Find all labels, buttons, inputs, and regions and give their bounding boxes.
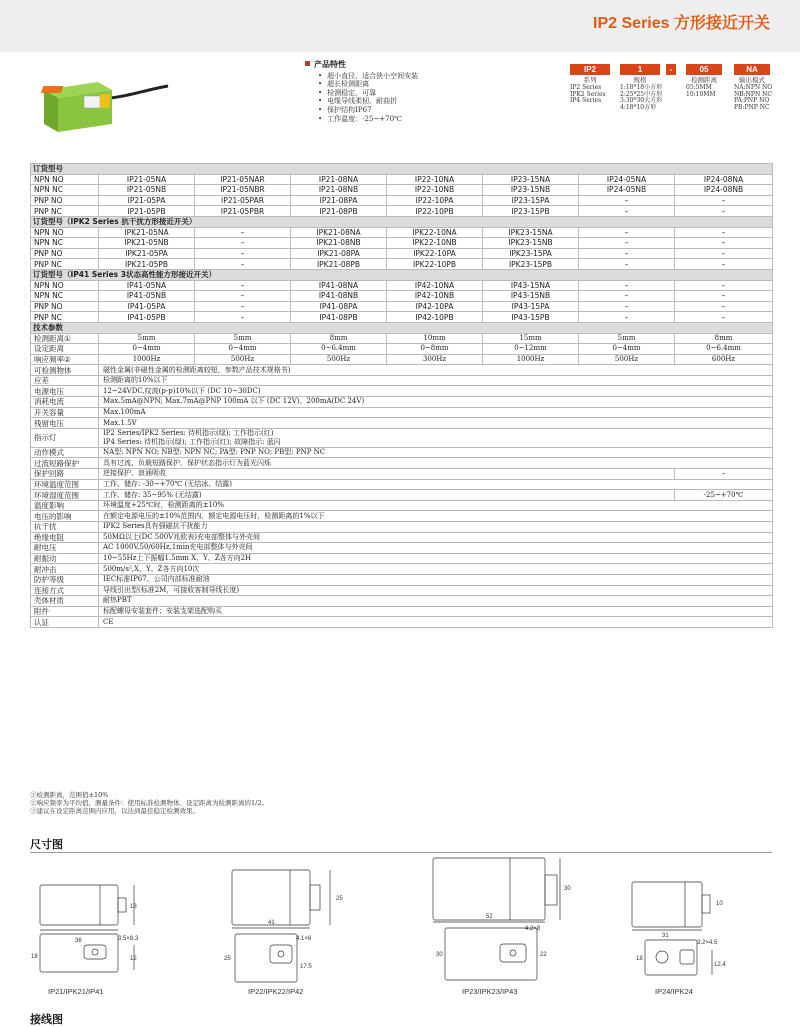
spec-desc: 工作、储存: -30~+70℃ (无结冰、结露)	[99, 479, 773, 490]
row-label: PNP NC	[31, 312, 99, 323]
model-cell: IPK21-08NB	[291, 238, 387, 249]
code-pill: -	[666, 64, 676, 75]
model-cell: IP41-08PB	[291, 312, 387, 323]
row-label: 环境湿度范围	[31, 490, 99, 501]
spec-desc: 导线引出型(标准2M，可接收客制导线长度)	[99, 585, 773, 596]
spec-desc: 标配螺母安装套件；安装支架选配购买	[99, 606, 773, 617]
indicator-line: IP2 Series/IPK2 Series: 待机指示(绿); 工作指示(红)	[103, 428, 274, 437]
value-cell: 0~12mm	[483, 344, 579, 355]
dim-label: 10	[716, 901, 723, 907]
code-caption-head: 系列	[583, 76, 597, 84]
value-cell: 10mm	[387, 333, 483, 344]
model-cell: IPK23-15PA	[483, 248, 579, 259]
row-label: 电压的影响	[31, 511, 99, 522]
section-row	[31, 269, 773, 280]
row-label: 环境温度范围	[31, 479, 99, 490]
row-label: 应差	[31, 375, 99, 386]
row-label: PNP NC	[31, 206, 99, 217]
model-cell: –	[579, 195, 675, 206]
table-row	[31, 227, 773, 238]
table-row	[31, 354, 773, 365]
spec-desc: 耐热PBT	[99, 596, 773, 607]
drawing-caption: IP21/IPK21/IP41	[48, 987, 104, 996]
value-cell: 15mm	[483, 333, 579, 344]
value-cell: 0~8mm	[387, 344, 483, 355]
dim-label: 17.5	[300, 964, 312, 970]
code-caption-line: 10:10MM	[686, 90, 716, 98]
model-cell: IPK23-15PB	[483, 259, 579, 270]
drawing-ip22	[232, 870, 330, 982]
spec-desc: IPK2 Series具有强磁抗干扰能力	[99, 522, 773, 533]
model-cell: IP21-08PB	[291, 206, 387, 217]
code-caption-line: PA:PNP NO	[734, 97, 770, 105]
code-caption-line: NB:NPN NC	[734, 90, 772, 98]
footnotes	[30, 792, 268, 815]
row-label: NPN NC	[31, 238, 99, 249]
spec-desc: Max.5mA@NPN; Max.7mA@PNP 100mA 以下 (DC 12V)、200mA(DC 24V)	[99, 397, 773, 408]
model-cell: IP21-05NBR	[195, 185, 291, 196]
spec-desc: 检测距离的10%以下	[99, 375, 773, 386]
table-row	[31, 301, 773, 312]
spec-desc: CE	[99, 617, 773, 628]
row-label: PNP NO	[31, 248, 99, 259]
model-cell: –	[579, 238, 675, 249]
row-label: 防护等级	[31, 574, 99, 585]
table-row	[31, 543, 773, 554]
spec-desc: AC 1000V,50/60Hz,1min充电部整体与外壳间	[99, 543, 773, 554]
dim-label: 30	[436, 952, 443, 958]
value-cell: 0~4mm	[579, 344, 675, 355]
table-row	[31, 248, 773, 259]
spec-desc: 逆接保护、浪涌吸收	[99, 469, 675, 480]
table-row	[31, 428, 773, 447]
model-cell: –	[579, 206, 675, 217]
section-title: 技术参数	[31, 322, 773, 333]
row-label: 残留电压	[31, 418, 99, 429]
value-cell: 5mm	[579, 333, 675, 344]
section-row	[31, 322, 773, 333]
model-cell: IP22-10NA	[387, 174, 483, 185]
model-cell: IP42-10PA	[387, 301, 483, 312]
code-distance	[686, 64, 722, 98]
model-cell: IP21-05PB	[99, 206, 195, 217]
table-row	[31, 606, 773, 617]
spec-extra: –	[675, 469, 773, 480]
model-cell: –	[195, 280, 291, 291]
dim-label: 18	[636, 956, 643, 962]
model-cell: –	[195, 312, 291, 323]
table-row	[31, 312, 773, 323]
dim-label: 12	[130, 956, 137, 962]
model-cell: IP41-05PA	[99, 301, 195, 312]
drawing-ip21	[40, 885, 134, 972]
page-title: IP2 Series 方形接近开关	[593, 15, 770, 32]
code-caption-line: PB:PNP NC	[734, 104, 770, 112]
dim-label: 36	[75, 938, 82, 944]
model-cell: –	[675, 206, 773, 217]
dim-label: 25	[336, 896, 343, 902]
section-title: 订货型号	[31, 164, 773, 175]
model-cell: IP41-08NA	[291, 280, 387, 291]
drawing-caption: IP23/IPK23/IP43	[462, 987, 518, 996]
code-pill: IP2	[570, 64, 610, 75]
row-label: 消耗电流	[31, 397, 99, 408]
table-row	[31, 553, 773, 564]
spec-desc	[99, 428, 773, 447]
table-row	[31, 344, 773, 355]
code-caption-line: IPK2 Series	[570, 90, 606, 98]
dim-label: 18	[31, 954, 38, 960]
model-cell: –	[579, 259, 675, 270]
table-row	[31, 259, 773, 270]
value-cell: 500Hz	[291, 354, 387, 365]
model-cell: –	[195, 238, 291, 249]
table-row	[31, 418, 773, 429]
table-row	[31, 479, 773, 490]
table-row	[31, 195, 773, 206]
model-cell: IP23-15NA	[483, 174, 579, 185]
model-cell: IP43-15NB	[483, 291, 579, 302]
code-series	[570, 64, 610, 105]
code-caption-line: NA:NPN NO	[734, 83, 773, 91]
row-label: 保护回路	[31, 469, 99, 480]
indicator-line: IP4 Series: 待机指示(绿); 工作指示(红); 故障指示: 蓝闪	[103, 437, 281, 446]
model-cell: IP43-15NA	[483, 280, 579, 291]
model-cell: IPK22-10PA	[387, 248, 483, 259]
row-label: 抗干扰	[31, 522, 99, 533]
model-cell: –	[579, 248, 675, 259]
code-caption-line: IP4 Series	[570, 97, 602, 105]
model-cell: IP21-08NA	[291, 174, 387, 185]
spec-desc: 工作、储存: 35~95% (无结露)	[99, 490, 675, 501]
model-cell: IP24-05NB	[579, 185, 675, 196]
model-cell: IP22-10PB	[387, 206, 483, 217]
value-cell: 8mm	[291, 333, 387, 344]
model-cell: IP21-05PBR	[195, 206, 291, 217]
table-row	[31, 500, 773, 511]
feature-item: • 超小直径，适合狭小空间安装	[318, 72, 418, 81]
model-cell: IP21-05PAR	[195, 195, 291, 206]
model-cell: –	[579, 301, 675, 312]
model-cell: –	[675, 280, 773, 291]
feature-item: • 工作温度：-25~+70℃	[318, 115, 418, 124]
model-cell: IPK22-10NB	[387, 238, 483, 249]
footnote: ①检测距离，范围值±10%	[30, 791, 109, 799]
model-cell: IP21-05NA	[99, 174, 195, 185]
row-label: 过流短路保护	[31, 458, 99, 469]
code-dash	[666, 64, 676, 75]
code-caption-line: 4:18*10方形	[620, 104, 657, 112]
model-cell: IP21-05NB	[99, 185, 195, 196]
model-cell: –	[579, 312, 675, 323]
model-cell: IPK21-05NA	[99, 227, 195, 238]
feature-item: • 保护结构IP67	[318, 106, 418, 115]
spec-desc: 12~24VDC,纹波(p-p)10%以下 (DC 10~30DC)	[99, 386, 773, 397]
model-cell: IPK23-15NA	[483, 227, 579, 238]
row-label: PNP NO	[31, 195, 99, 206]
value-cell: 0~4mm	[99, 344, 195, 355]
row-label: PNP NC	[31, 259, 99, 270]
model-cell: –	[195, 248, 291, 259]
value-cell: 0~4mm	[195, 344, 291, 355]
model-cell: IP21-05NAR	[195, 174, 291, 185]
spec-desc: 在额定电源电压的±10%范围内，额定电源电压时，检测距离的1%以下	[99, 511, 773, 522]
row-label: NPN NO	[31, 280, 99, 291]
spec-desc: 具有过流、负载短路保护，保护状态指示灯为蓝光闪烁	[99, 458, 773, 469]
model-cell: IP41-05PB	[99, 312, 195, 323]
row-label: 动作模式	[31, 447, 99, 458]
code-caption-head: 输出模式	[739, 76, 765, 84]
table-row	[31, 185, 773, 196]
table-row	[31, 280, 773, 291]
code-caption-line: 2:25*25中方形	[620, 90, 663, 98]
code-pill: NA	[734, 64, 770, 75]
spec-table	[30, 163, 773, 628]
row-label: 附件	[31, 606, 99, 617]
model-cell: –	[675, 259, 773, 270]
dim-label: 3.5×8.3	[118, 936, 139, 942]
value-cell: 5mm	[195, 333, 291, 344]
model-cell: –	[675, 291, 773, 302]
spec-desc: 环境温度+25℃时，检测距离的±10%	[99, 500, 773, 511]
row-label: 检测距离①	[31, 333, 99, 344]
table-row	[31, 564, 773, 575]
value-cell: 0~6.4mm	[291, 344, 387, 355]
value-cell: 300Hz	[387, 354, 483, 365]
dim-label: 3.2×4.5	[697, 940, 718, 946]
row-label: NPN NC	[31, 291, 99, 302]
dim-label: 22	[540, 952, 547, 958]
model-cell: –	[195, 291, 291, 302]
model-cell: IP21-05PA	[99, 195, 195, 206]
section-title: 订货型号（IP41 Series 3状态高性能方形接近开关）	[31, 269, 773, 280]
model-cell: IP41-08NB	[291, 291, 387, 302]
drawing-ip24	[632, 882, 712, 975]
model-cell: IP41-08PA	[291, 301, 387, 312]
model-cell: IP23-15PB	[483, 206, 579, 217]
dim-label: 12.4	[714, 962, 726, 968]
drawing-ip23	[433, 858, 560, 980]
table-row	[31, 490, 773, 501]
drawing-caption: IP24/IPK24	[655, 987, 693, 996]
feature-item: • 电缆导线柔韧、耐曲折	[318, 97, 418, 106]
table-row	[31, 238, 773, 249]
model-cell: –	[579, 280, 675, 291]
table-row	[31, 458, 773, 469]
model-cell: –	[579, 291, 675, 302]
model-cell: IP24-08NA	[675, 174, 773, 185]
model-cell: –	[675, 238, 773, 249]
value-cell: 600Hz	[675, 354, 773, 365]
model-cell: IPK21-08PB	[291, 259, 387, 270]
row-label: 耐电压	[31, 543, 99, 554]
code-caption-line: 1:18*18小方形	[620, 83, 663, 91]
model-cell: –	[675, 301, 773, 312]
table-row	[31, 447, 773, 458]
model-cell: –	[195, 259, 291, 270]
model-cell: IPK21-05PA	[99, 248, 195, 259]
model-cell: IPK23-15NB	[483, 238, 579, 249]
dim-label: 4.1×6	[296, 936, 312, 942]
dim-label: 41	[268, 920, 275, 926]
section-row	[31, 216, 773, 227]
table-row	[31, 397, 773, 408]
model-cell: IP41-05NB	[99, 291, 195, 302]
model-cell: IPK22-10PB	[387, 259, 483, 270]
model-cell: IP42-10NA	[387, 280, 483, 291]
table-row	[31, 365, 773, 376]
code-caption-line: 05:5MM	[686, 83, 712, 91]
code-pill: 05	[686, 64, 722, 75]
footnote: ②响应频率为平均值，测量条件：使用标准检测物体、设定距离为检测距离的1/2。	[30, 798, 268, 807]
model-cell: –	[675, 195, 773, 206]
code-pill: 1	[620, 64, 660, 75]
code-spec	[620, 64, 663, 112]
model-cell: IP42-10NB	[387, 291, 483, 302]
row-label: 绝缘电阻	[31, 532, 99, 543]
model-cell: IP21-08PA	[291, 195, 387, 206]
row-label: NPN NO	[31, 174, 99, 185]
table-row	[31, 407, 773, 418]
spec-extra: -25~+70℃	[675, 490, 773, 501]
row-label: 响应频率②	[31, 354, 99, 365]
code-caption-head: 规格	[633, 76, 647, 84]
model-cell: IP41-05NA	[99, 280, 195, 291]
spec-desc: Max.1.5V	[99, 418, 773, 429]
model-cell: IP43-15PA	[483, 301, 579, 312]
dim-label: 52	[486, 914, 493, 920]
table-row	[31, 291, 773, 302]
model-cell: IP21-08NB	[291, 185, 387, 196]
dim-label: 25	[224, 956, 231, 962]
table-row	[31, 386, 773, 397]
row-label: 开关容量	[31, 407, 99, 418]
model-cell: IP22-10PA	[387, 195, 483, 206]
row-label: 连接方式	[31, 585, 99, 596]
code-caption-line: IP2 Series	[570, 83, 602, 91]
model-cell: –	[195, 301, 291, 312]
table-row	[31, 469, 773, 480]
table-row	[31, 511, 773, 522]
feature-list	[305, 61, 418, 123]
row-label: 耐冲击	[31, 564, 99, 575]
value-cell: 8mm	[675, 333, 773, 344]
model-cell: –	[675, 227, 773, 238]
row-label: 指示灯	[31, 428, 99, 447]
model-cell: IPK22-10NA	[387, 227, 483, 238]
model-cell: –	[675, 312, 773, 323]
footnote: ③建议在设定距离范围内应用，以达到最佳稳定检测效果。	[30, 806, 199, 815]
dimension-title: 尺寸图	[30, 838, 63, 851]
table-row	[31, 617, 773, 628]
row-label: NPN NC	[31, 185, 99, 196]
model-cell: IP43-15PB	[483, 312, 579, 323]
wiring-title: 接线图	[30, 1013, 63, 1026]
row-label: 壳体材质	[31, 596, 99, 607]
spec-desc: 磁性金属(非磁性金属的检测距离较短，参数产品技术规格书)	[99, 365, 773, 376]
code-output	[734, 64, 773, 112]
feature-item: • 超长检测距离	[318, 80, 418, 89]
table-row	[31, 375, 773, 386]
table-row	[31, 333, 773, 344]
row-label: 耐振动	[31, 553, 99, 564]
table-row	[31, 532, 773, 543]
model-cell: IP24-08NB	[675, 185, 773, 196]
row-label: 温度影响	[31, 500, 99, 511]
value-cell: 0~6.4mm	[675, 344, 773, 355]
model-cell: IPK21-08NA	[291, 227, 387, 238]
model-cell: –	[675, 248, 773, 259]
model-cell: IPK21-05PB	[99, 259, 195, 270]
row-label: PNP NO	[31, 301, 99, 312]
row-label: 电源电压	[31, 386, 99, 397]
section-row	[31, 164, 773, 175]
row-label: 设定距离	[31, 344, 99, 355]
model-cell: IP42-10PB	[387, 312, 483, 323]
row-label: NPN NO	[31, 227, 99, 238]
spec-desc: NA型: NPN NO; NB型: NPN NC; PA型: PNP NO; PB型: PNP NC	[99, 447, 773, 458]
table-row	[31, 596, 773, 607]
value-cell: 5mm	[99, 333, 195, 344]
code-caption-line: 3:30*30大方形	[620, 97, 663, 105]
value-cell: 500Hz	[195, 354, 291, 365]
value-cell: 500Hz	[579, 354, 675, 365]
dim-label: 31	[662, 933, 669, 939]
table-row	[31, 174, 773, 185]
drawing-caption: IP22/IPK22/IP42	[248, 987, 304, 996]
dimension-labels	[31, 886, 726, 970]
model-cell: IPK21-08PA	[291, 248, 387, 259]
dim-label: 30	[564, 886, 571, 892]
model-cell: IP24-05NA	[579, 174, 675, 185]
spec-desc: 10~55Hz上下振幅1.5mm X、Y、Z各方向2H	[99, 553, 773, 564]
feature-item: • 检测稳定、可靠	[318, 89, 418, 98]
value-cell: 1000Hz	[99, 354, 195, 365]
code-caption-head: 检测距离	[691, 76, 717, 84]
model-cell: IP23-15PA	[483, 195, 579, 206]
row-label: 认证	[31, 617, 99, 628]
sensor-product-image	[40, 68, 170, 143]
spec-desc: 50MΩ以上(DC 500V兆欧表)充电部整体与外壳间	[99, 532, 773, 543]
spec-desc: Max.100mA	[99, 407, 773, 418]
section-title: 订货型号（IPK2 Series 抗干扰方形接近开关）	[31, 216, 773, 227]
table-row	[31, 206, 773, 217]
features-title: 产品特性	[314, 60, 346, 69]
table-row	[31, 585, 773, 596]
table-row	[31, 574, 773, 585]
model-cell: IPK21-05NB	[99, 238, 195, 249]
dim-label: 4.2×8	[525, 926, 541, 932]
model-cell: –	[195, 227, 291, 238]
model-cell: IP22-10NB	[387, 185, 483, 196]
dimension-drawings	[0, 850, 800, 1010]
row-label: 可检测物体	[31, 365, 99, 376]
bullet-square-icon	[305, 61, 310, 66]
value-cell: 1000Hz	[483, 354, 579, 365]
dim-label: 18	[130, 904, 137, 910]
spec-desc: 500m/s²,X、Y、Z各方向10次	[99, 564, 773, 575]
table-row	[31, 522, 773, 533]
model-cell: IP23-15NB	[483, 185, 579, 196]
model-cell: –	[579, 227, 675, 238]
spec-desc: IEC标准IP67、公司内部标准耐油	[99, 574, 773, 585]
